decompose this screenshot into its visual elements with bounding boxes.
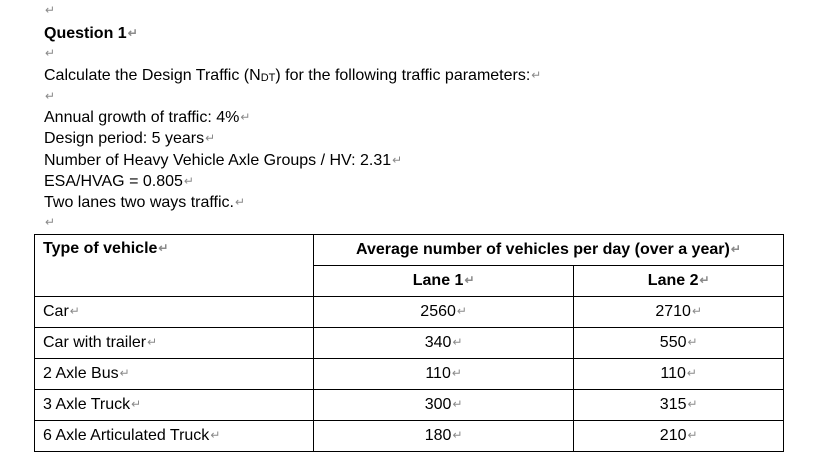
paragraph-mark-icon: ↵: [45, 215, 56, 229]
paragraph-mark-icon: ↵: [45, 3, 56, 17]
table-row: [35, 297, 784, 328]
cell-lane-2: 110↵: [574, 359, 784, 390]
cell-vehicle: Car with trailer↵: [35, 328, 314, 359]
paragraph-mark-icon: ↵: [451, 366, 462, 380]
empty-paragraph: [44, 44, 55, 63]
cell-vehicle: Car↵: [35, 297, 314, 328]
paragraph-mark-icon: ↵: [452, 335, 463, 349]
paragraph-mark-icon: ↵: [687, 428, 698, 442]
paragraph-mark-icon: ↵: [240, 110, 251, 124]
table-row: [35, 421, 784, 452]
parameter-lanes: Two lanes two ways traffic.↵: [44, 194, 246, 211]
paragraph-mark-icon: ↵: [699, 273, 710, 287]
cell-lane-1: 180↵: [313, 421, 573, 452]
paragraph-mark-icon: ↵: [452, 428, 463, 442]
table-row: [35, 359, 784, 390]
cell-lane-2: 2710↵: [574, 297, 784, 328]
paragraph-mark-icon: ↵: [183, 174, 194, 188]
cell-vehicle: 3 Axle Truck↵: [35, 390, 314, 421]
paragraph-mark-icon: ↵: [210, 428, 221, 442]
header-average-vehicles: Average number of vehicles per day (over a year)↵: [313, 235, 783, 266]
empty-paragraph: [44, 1, 55, 20]
paragraph-mark-icon: ↵: [464, 273, 475, 287]
paragraph-mark-icon: ↵: [687, 397, 698, 411]
cell-vehicle: 2 Axle Bus↵: [35, 359, 314, 390]
paragraph-mark-icon: ↵: [205, 131, 216, 145]
parameter-design-period: Design period: 5 years↵: [44, 130, 216, 147]
header-lane-2: Lane 2↵: [574, 266, 784, 297]
empty-paragraph: [44, 87, 55, 106]
parameter-growth: Annual growth of traffic: 4%↵: [44, 109, 251, 126]
paragraph-mark-icon: ↵: [691, 304, 702, 318]
header-type-of-vehicle: Type of vehicle↵: [35, 235, 314, 297]
cell-vehicle: 6 Axle Articulated Truck↵: [35, 421, 314, 452]
cell-lane-1: 340↵: [313, 328, 573, 359]
parameter-esa-hvag: ESA/HVAG = 0.805↵: [44, 173, 194, 190]
question-intro: Calculate the Design Traffic (NDT) for the following traffic parameters:↵: [44, 67, 542, 84]
paragraph-mark-icon: ↵: [456, 304, 467, 318]
paragraph-mark-icon: ↵: [131, 397, 142, 411]
paragraph-mark-icon: ↵: [119, 366, 130, 380]
cell-lane-1: 110↵: [313, 359, 573, 390]
paragraph-mark-icon: ↵: [45, 46, 56, 60]
empty-paragraph: [44, 213, 55, 232]
paragraph-mark-icon: ↵: [686, 366, 697, 380]
paragraph-mark-icon: ↵: [392, 153, 403, 167]
table-header-row: [35, 235, 784, 266]
paragraph-mark-icon: ↵: [531, 68, 542, 82]
traffic-table: [34, 234, 784, 452]
cell-lane-1: 300↵: [313, 390, 573, 421]
cell-lane-2: 315↵: [574, 390, 784, 421]
parameter-axle-groups: Number of Heavy Vehicle Axle Groups / HV: 2.31↵: [44, 152, 403, 169]
cell-lane-2: 550↵: [574, 328, 784, 359]
paragraph-mark-icon: ↵: [45, 89, 56, 103]
paragraph-mark-icon: ↵: [127, 26, 138, 40]
cell-lane-2: 210↵: [574, 421, 784, 452]
paragraph-mark-icon: ↵: [687, 335, 698, 349]
question-title: Question 1↵: [44, 25, 138, 42]
header-lane-1: Lane 1↵: [313, 266, 573, 297]
paragraph-mark-icon: ↵: [452, 397, 463, 411]
paragraph-mark-icon: ↵: [158, 241, 169, 255]
table-row: [35, 328, 784, 359]
subscript-dt: DT: [260, 72, 276, 84]
table-row: [35, 390, 784, 421]
cell-lane-1: 2560↵: [313, 297, 573, 328]
paragraph-mark-icon: ↵: [69, 304, 80, 318]
paragraph-mark-icon: ↵: [235, 195, 246, 209]
paragraph-mark-icon: ↵: [730, 242, 741, 256]
paragraph-mark-icon: ↵: [147, 335, 158, 349]
